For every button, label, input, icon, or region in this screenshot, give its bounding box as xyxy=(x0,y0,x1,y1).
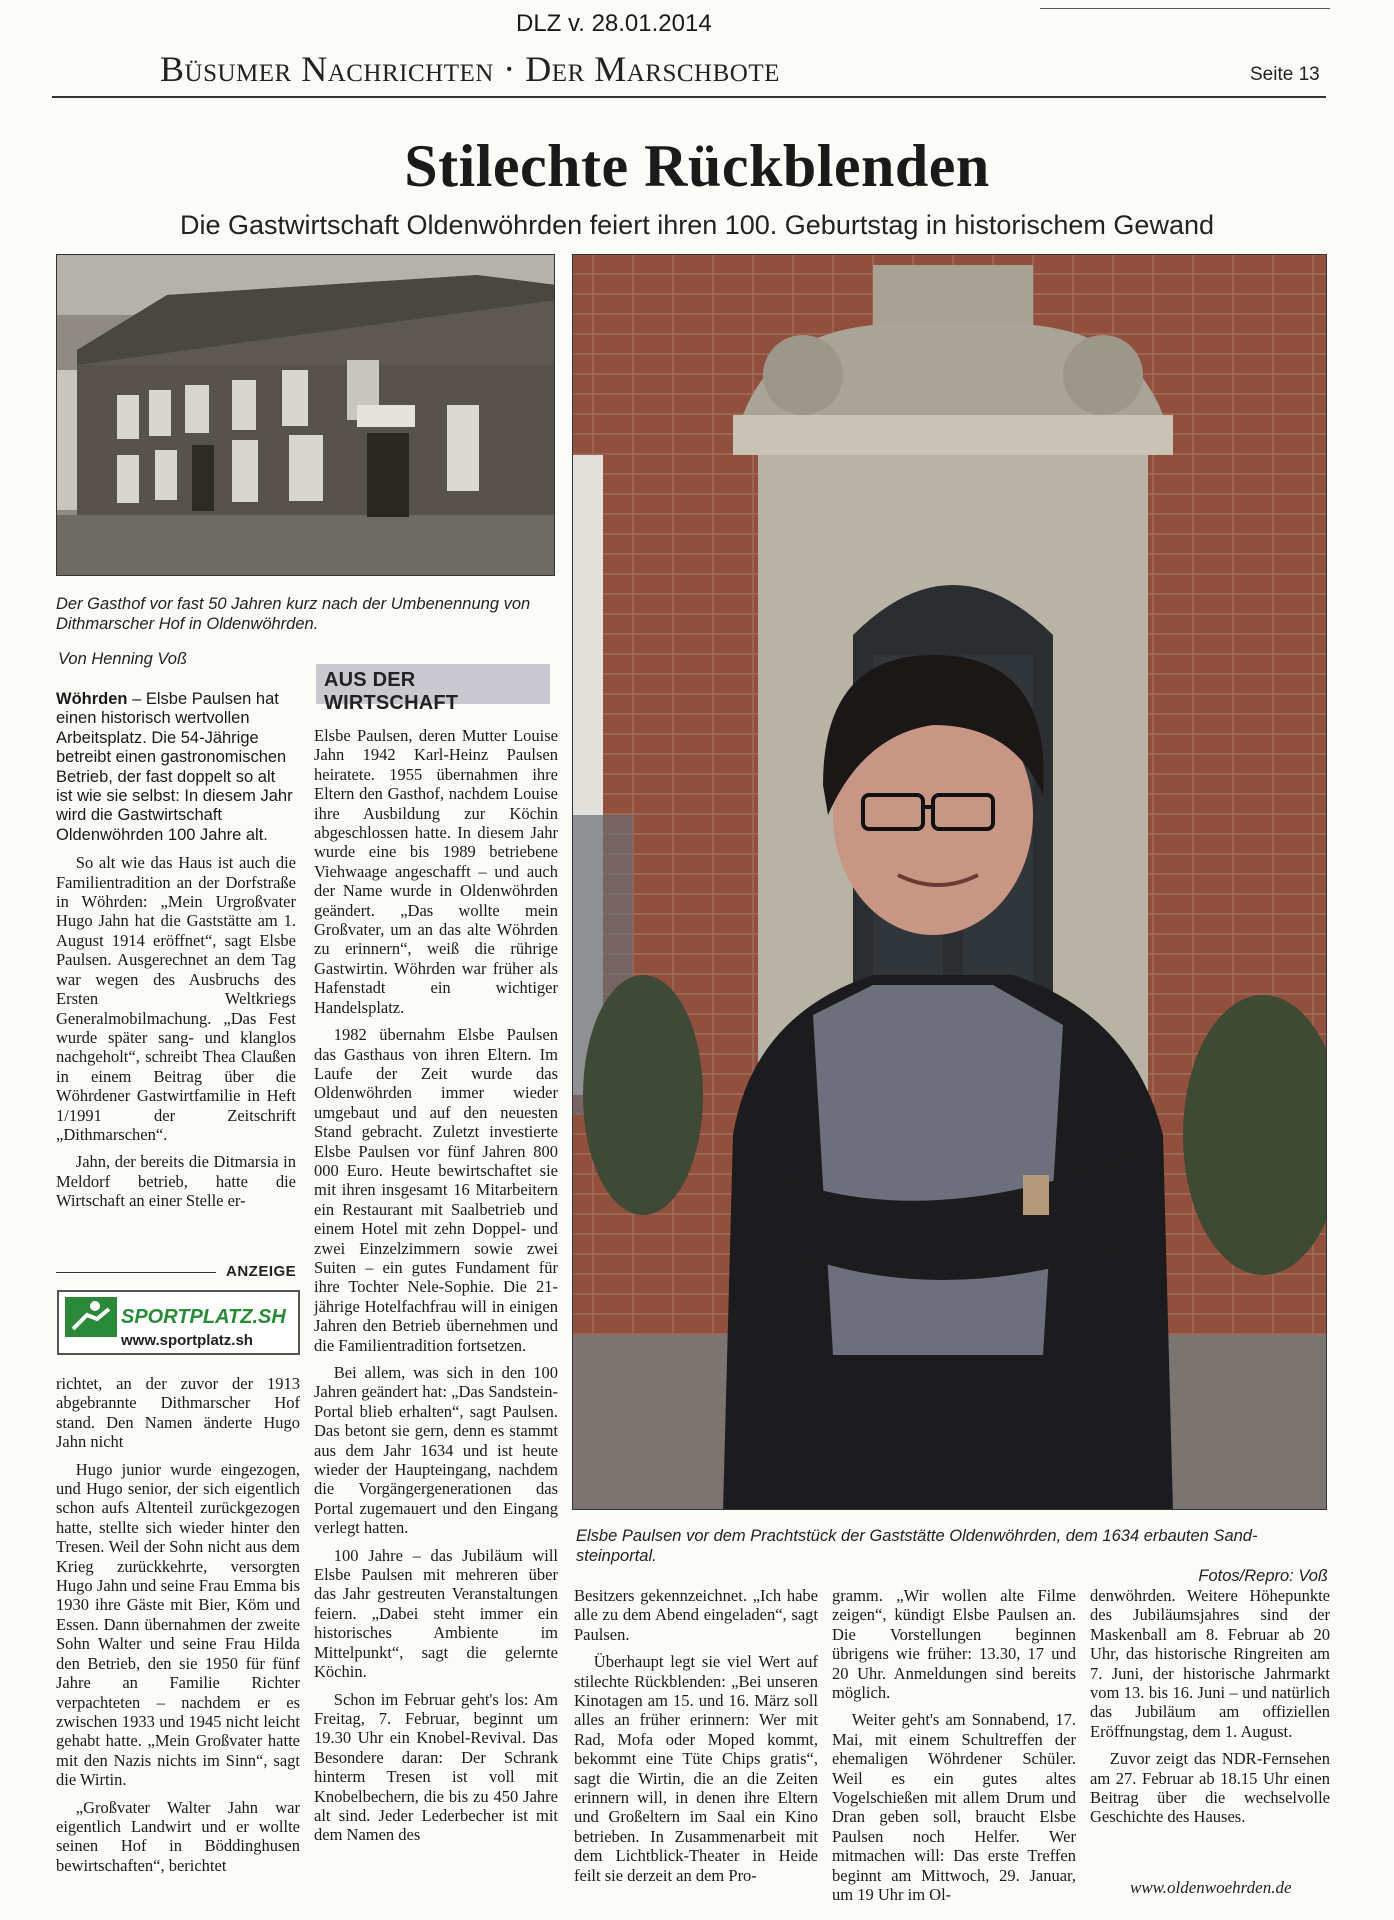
column-5 xyxy=(1090,1586,1330,1835)
paragraph: Jahn, der bereits die Ditmarsia in Meldorf betrieb, hatte die Wirtschaft an einer Stelle er- xyxy=(56,1152,296,1211)
masthead-rule xyxy=(52,96,1326,98)
lead-paragraph xyxy=(56,690,296,845)
ad-brand: SPORTPLATZ.SH xyxy=(121,1306,286,1328)
paragraph: „Großvater Walter Jahn war eigentlich Landwirt und er wollte seinen Hof in Böddinghusen bewirtschaften“, berichtet xyxy=(56,1797,300,1875)
paragraph: gramm. „Wir wollen alte Filme zeigen“, kündigt Elsbe Paulsen an. Die Vorstellungen beginnen übrigens wie früher: 13.30, 17 und 20 Uhr. Anmeldungen sind bereits möglich. xyxy=(832,1586,1076,1703)
paragraph: denwöhrden. Weitere Höhepunkte des Jubiläumsjahres sind der Maskenball am 8. Februar ab 20 Uhr, das historische Ringreiten am 7. Juni, der historische Jahrmarkt vom 13. bis 16. Juni – und natürlich das Jubiläum am offiziellen Eröffnungstag, dem 1. August. xyxy=(1090,1586,1330,1741)
lead-text: – Elsbe Paulsen hat einen historisch wertvollen Arbeitsplatz. Die 54-Jährige betreibt einen gastronomischen Betrieb, der fast doppelt so alt ist wie sie selbst: In diesem Jahr wird die Gastwirtschaft Oldenwöhrden 100 Jahre alt. xyxy=(56,690,293,844)
paragraph: Hugo junior wurde eingezogen, und Hugo senior, der sich eigentlich schon aufs Altenteil zurückgezogen hatte, stellte sich wieder hinter den Tresen. Weil der Sohn nicht aus dem Krieg zurückkehrte, versorgten Hugo Jahn und seine Frau Emma bis 1930 ihre Gäste mit Bier, Köm und Essen. Dann übernahmen der zweite Sohn Walter und seine Frau Hilda den Betrieb, den sie 1950 für fünf Jahre an Familie Richter verpachteten – nachdem er es zwischen 1933 und 1945 nicht leicht gehabt hatte. „Mein Großvater hatte mit den Nazis nichts im Sinn“, sagt die Wirtin. xyxy=(56,1459,300,1790)
paragraph: Überhaupt legt sie viel Wert auf stilechte Rückblenden: „Bei unseren Kinotagen am 15. und 16. März soll alles an früher erinnern: Wer mit Rad, Mofa oder Moped kommt, bekommt eine Tüte Chips gratis“, sagt die Wirtin, die an die Zeiten erinnern will, in denen ihre Eltern und Großeltern im Saal ein Kino betrieben. In Zusammenarbeit mit dem Lichtblick-Theater in Heide feilt sie derzeit an dem Pro- xyxy=(574,1652,818,1885)
sportplatz-logo-icon xyxy=(65,1297,117,1337)
top-edge-rule xyxy=(1040,8,1330,9)
website-link[interactable]: www.oldenwoehrden.de xyxy=(1130,1878,1292,1897)
column-1-upper xyxy=(56,690,296,1219)
ad-url[interactable]: www.sportplatz.sh xyxy=(121,1332,253,1349)
paragraph: Elsbe Paulsen, deren Mutter Louise Jahn 1942 Karl-Heinz Paulsen heiratete. 1955 übernahmen ihre Eltern den Gasthof, nachdem Louise ihre Ausbildung zur Köchin abgeschlossen hatte. In diesem Jahr wurde eine bis 1989 betriebene Viehwaage angeschafft – und auch der Name wurde in Oldenwöhrden geändert. „Das wollte mein Großvater, um an das alte Wöhrden zu erinnern“, weiß die rührige Gastwirtin. Wöhrden war früher als Hafenstadt ein wichtiger Handelsplatz. xyxy=(314,726,558,1017)
date-stamp: DLZ v. 28.01.2014 xyxy=(516,10,712,37)
subheadline: Die Gastwirtschaft Oldenwöhrden feiert ihren 100. Geburtstag in historischem Gewand xyxy=(179,210,1214,240)
rubric-box xyxy=(316,664,550,714)
paragraph: 1982 übernahm Elsbe Paulsen das Gasthaus von ihren Eltern. Im Laufe der Zeit wurde das Oldenwöhrden immer wieder umgebaut und auf den neuesten Stand gebracht. Zuletzt investierte Elsbe Paulsen vor fünf Jahren 800 000 Euro. Heute bewirtschaftet sie mit ihren insgesamt 16 Mitarbeitern ein Restaurant mit Saalbetrieb und einem Hotel mit zehn Doppel- und zwei Einzelzimmern sowie zwei Suiten – ein gutes Fundament für ihre Tochter Nele-Sophie. Die 21-jährige Hotelfachfrau will in einigen Jahren den Betrieb übernehmen und die Familientradition fortsetzen. xyxy=(314,1025,558,1355)
masthead: Büsumer Nachrichten · Der Marschbote xyxy=(160,49,780,89)
headline: Stilechte Rückblenden xyxy=(404,133,990,199)
column-3 xyxy=(574,1586,818,1893)
paragraph: Zuvor zeigt das NDR-Fernsehen am 27. Februar ab 18.15 Uhr einen Beitrag über die wechselvolle Geschichte des Hauses. xyxy=(1090,1749,1330,1827)
page-number: Seite 13 xyxy=(1250,64,1320,85)
ad-divider xyxy=(56,1272,216,1273)
historic-building-photo xyxy=(56,254,555,576)
photo-credit: Fotos/Repro: Voß xyxy=(1198,1567,1328,1585)
paragraph: Besitzers gekennzeichnet. „Ich habe alle zu dem Abend eingeladen“, sagt Paulsen. xyxy=(574,1586,818,1644)
historic-photo-caption: Der Gasthof vor fast 50 Jahren kurz nach der Umbenennung von Dithmarscher Hof in Oldenwöhrden. xyxy=(56,595,531,633)
paragraph: Schon im Februar geht's los: Am Freitag, 7. Februar, beginnt um 19.30 Uhr ein Knobel-Revival. Das Besondere daran: Der Schrank hinterm Tresen ist voll mit Knobelbechern, die bis zu 450 Jahre alt sind. Jeder Lederbecher ist mit dem Namen des xyxy=(314,1689,558,1845)
paragraph: So alt wie das Haus ist auch die Familientradition an der Dorfstraße in Wöhrden: „Mein Urgroßvater Hugo Jahn hat die Gaststätte am 1. August 1914 eröffnet“, sagt Elsbe Paulsen. Ausgerechnet an dem Tag war wegen des Ausbruchs des Ersten Weltkriegs Generalmobilmachung. „Das Fest wurde später sang- und klanglos nachgeholt“, schreibt Thea Claußen in einem Beitrag über die Wöhrdener Gastwirtfamilie in Heft 1/1991 der Zeitschrift „Dithmarschen“. xyxy=(56,853,296,1144)
column-4 xyxy=(832,1586,1076,1913)
portrait-photo-caption xyxy=(576,1526,1328,1586)
sportplatz-ad[interactable] xyxy=(57,1290,300,1355)
column-1-lower xyxy=(56,1374,300,1883)
portrait-photo xyxy=(572,254,1327,1510)
rubric-label: AUS DER WIRTSCHAFT xyxy=(324,669,459,714)
byline: Von Henning Voß xyxy=(58,650,188,668)
paragraph: richtet, an der zuvor der 1913 abgebrannte Dithmarscher Hof stand. Den Namen änderte Hugo Jahn nicht xyxy=(56,1374,300,1452)
portrait-caption-text: Elsbe Paulsen vor dem Prachtstück der Gaststätte Oldenwöhrden, dem 1634 erbauten Sand-steinportal. xyxy=(576,1527,1258,1565)
column-2 xyxy=(314,726,558,1853)
paragraph: 100 Jahre – das Jubiläum will Elsbe Paulsen mit mehreren über das Jahr gestreuten Veranstaltungen feiern. „Dabei steht immer ein historisches Ambiente im Mittelpunkt“, sagt die gelernte Köchin. xyxy=(314,1545,558,1682)
ad-label: ANZEIGE xyxy=(226,1263,297,1280)
paragraph: Bei allem, was sich in den 100 Jahren geändert hat: „Das Sandstein-Portal blieb erhalten“, sagt Paulsen. Das betont sie gern, denn es stammt aus dem Jahr 1634 und ist heute wieder der Haupteingang, nachdem die Vorgängergenerationen das Portal zugemauert und den Eingang verlegt hatten. xyxy=(314,1363,558,1538)
lead-place: Wöhrden xyxy=(56,690,128,708)
paragraph: Weiter geht's am Sonnabend, 17. Mai, mit einem Schultreffen der ehemaligen Wöhrdener Schüler. Weil es ein gutes altes Vogelschießen mit allem Drum und Dran geben soll, braucht Elsbe Paulsen noch Helfer. Wer mitmachen will: Das erste Treffen beginnt am Mittwoch, 29. Januar, um 19 Uhr im Ol- xyxy=(832,1710,1076,1905)
